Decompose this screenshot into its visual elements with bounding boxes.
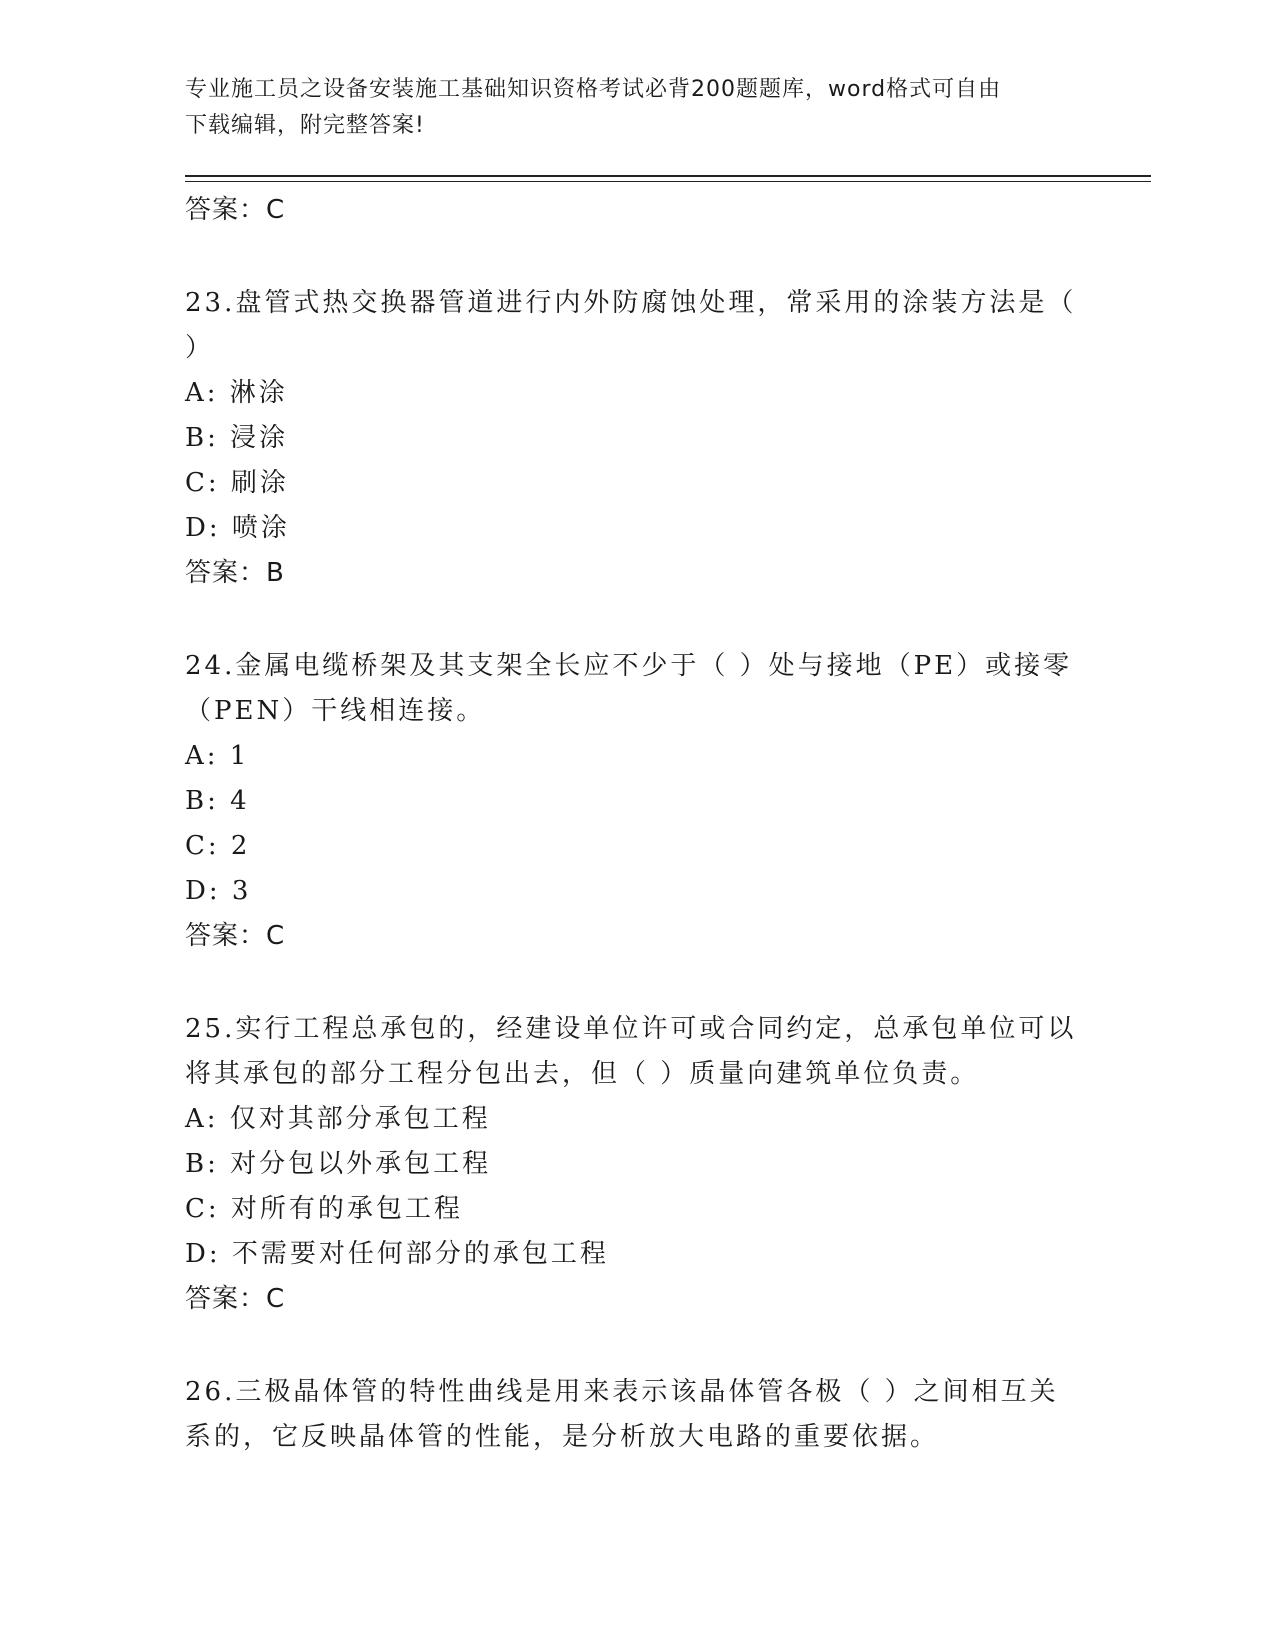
- question-list: [185, 188, 1085, 1460]
- question-text: 26.三极晶体管的特性曲线是用来表示该晶体管各极（ ）之间相互关系的，它反映晶体管的性能，是分析放大电路的重要依据。: [185, 1377, 1059, 1452]
- option-b: B: 对分包以外承包工程: [185, 1149, 492, 1179]
- question-24: [185, 644, 1085, 959]
- document-header: [185, 72, 1085, 144]
- option-a: A: 淋涂: [185, 378, 288, 408]
- option-b: B: 浸涂: [185, 423, 289, 453]
- option-c: C: 刷涂: [185, 468, 289, 498]
- option-b: B: 4: [185, 786, 250, 816]
- option-c: C: 2: [185, 831, 251, 861]
- answer-line: 答案：C: [185, 195, 286, 225]
- answer-line: 答案：C: [185, 1284, 286, 1314]
- header-divider-thin: [185, 181, 1151, 182]
- option-c: C: 对所有的承包工程: [185, 1194, 463, 1224]
- header-line-1: 专业施工员之设备安装施工基础知识资格考试必背200题题库，word格式可自由: [185, 77, 1002, 102]
- question-text: 24.金属电缆桥架及其支架全长应不少于（ ）处与接地（PE）或接零（PEN）干线相连接。: [185, 651, 1073, 726]
- question-25: [185, 1007, 1085, 1322]
- answer-line: 答案：C: [185, 921, 286, 951]
- option-d: D: 喷涂: [185, 513, 290, 543]
- option-d: D: 3: [185, 876, 252, 906]
- question-26: [185, 1370, 1085, 1460]
- question-23: [185, 281, 1085, 596]
- question-text: 23.盘管式热交换器管道进行内外防腐蚀处理，常采用的涂装方法是（ ）: [185, 288, 1077, 363]
- option-a: A: 1: [185, 741, 250, 771]
- answer-line: 答案：B: [185, 558, 285, 588]
- header-line-2: 下载编辑，附完整答案!: [185, 113, 425, 138]
- option-a: A: 仅对其部分承包工程: [185, 1104, 491, 1134]
- header-divider: [185, 175, 1151, 177]
- question-text: 25.实行工程总承包的，经建设单位许可或合同约定，总承包单位可以将其承包的部分工程分包出去，但（ ）质量向建筑单位负责。: [185, 1014, 1077, 1089]
- option-d: D: 不需要对任何部分的承包工程: [185, 1239, 609, 1269]
